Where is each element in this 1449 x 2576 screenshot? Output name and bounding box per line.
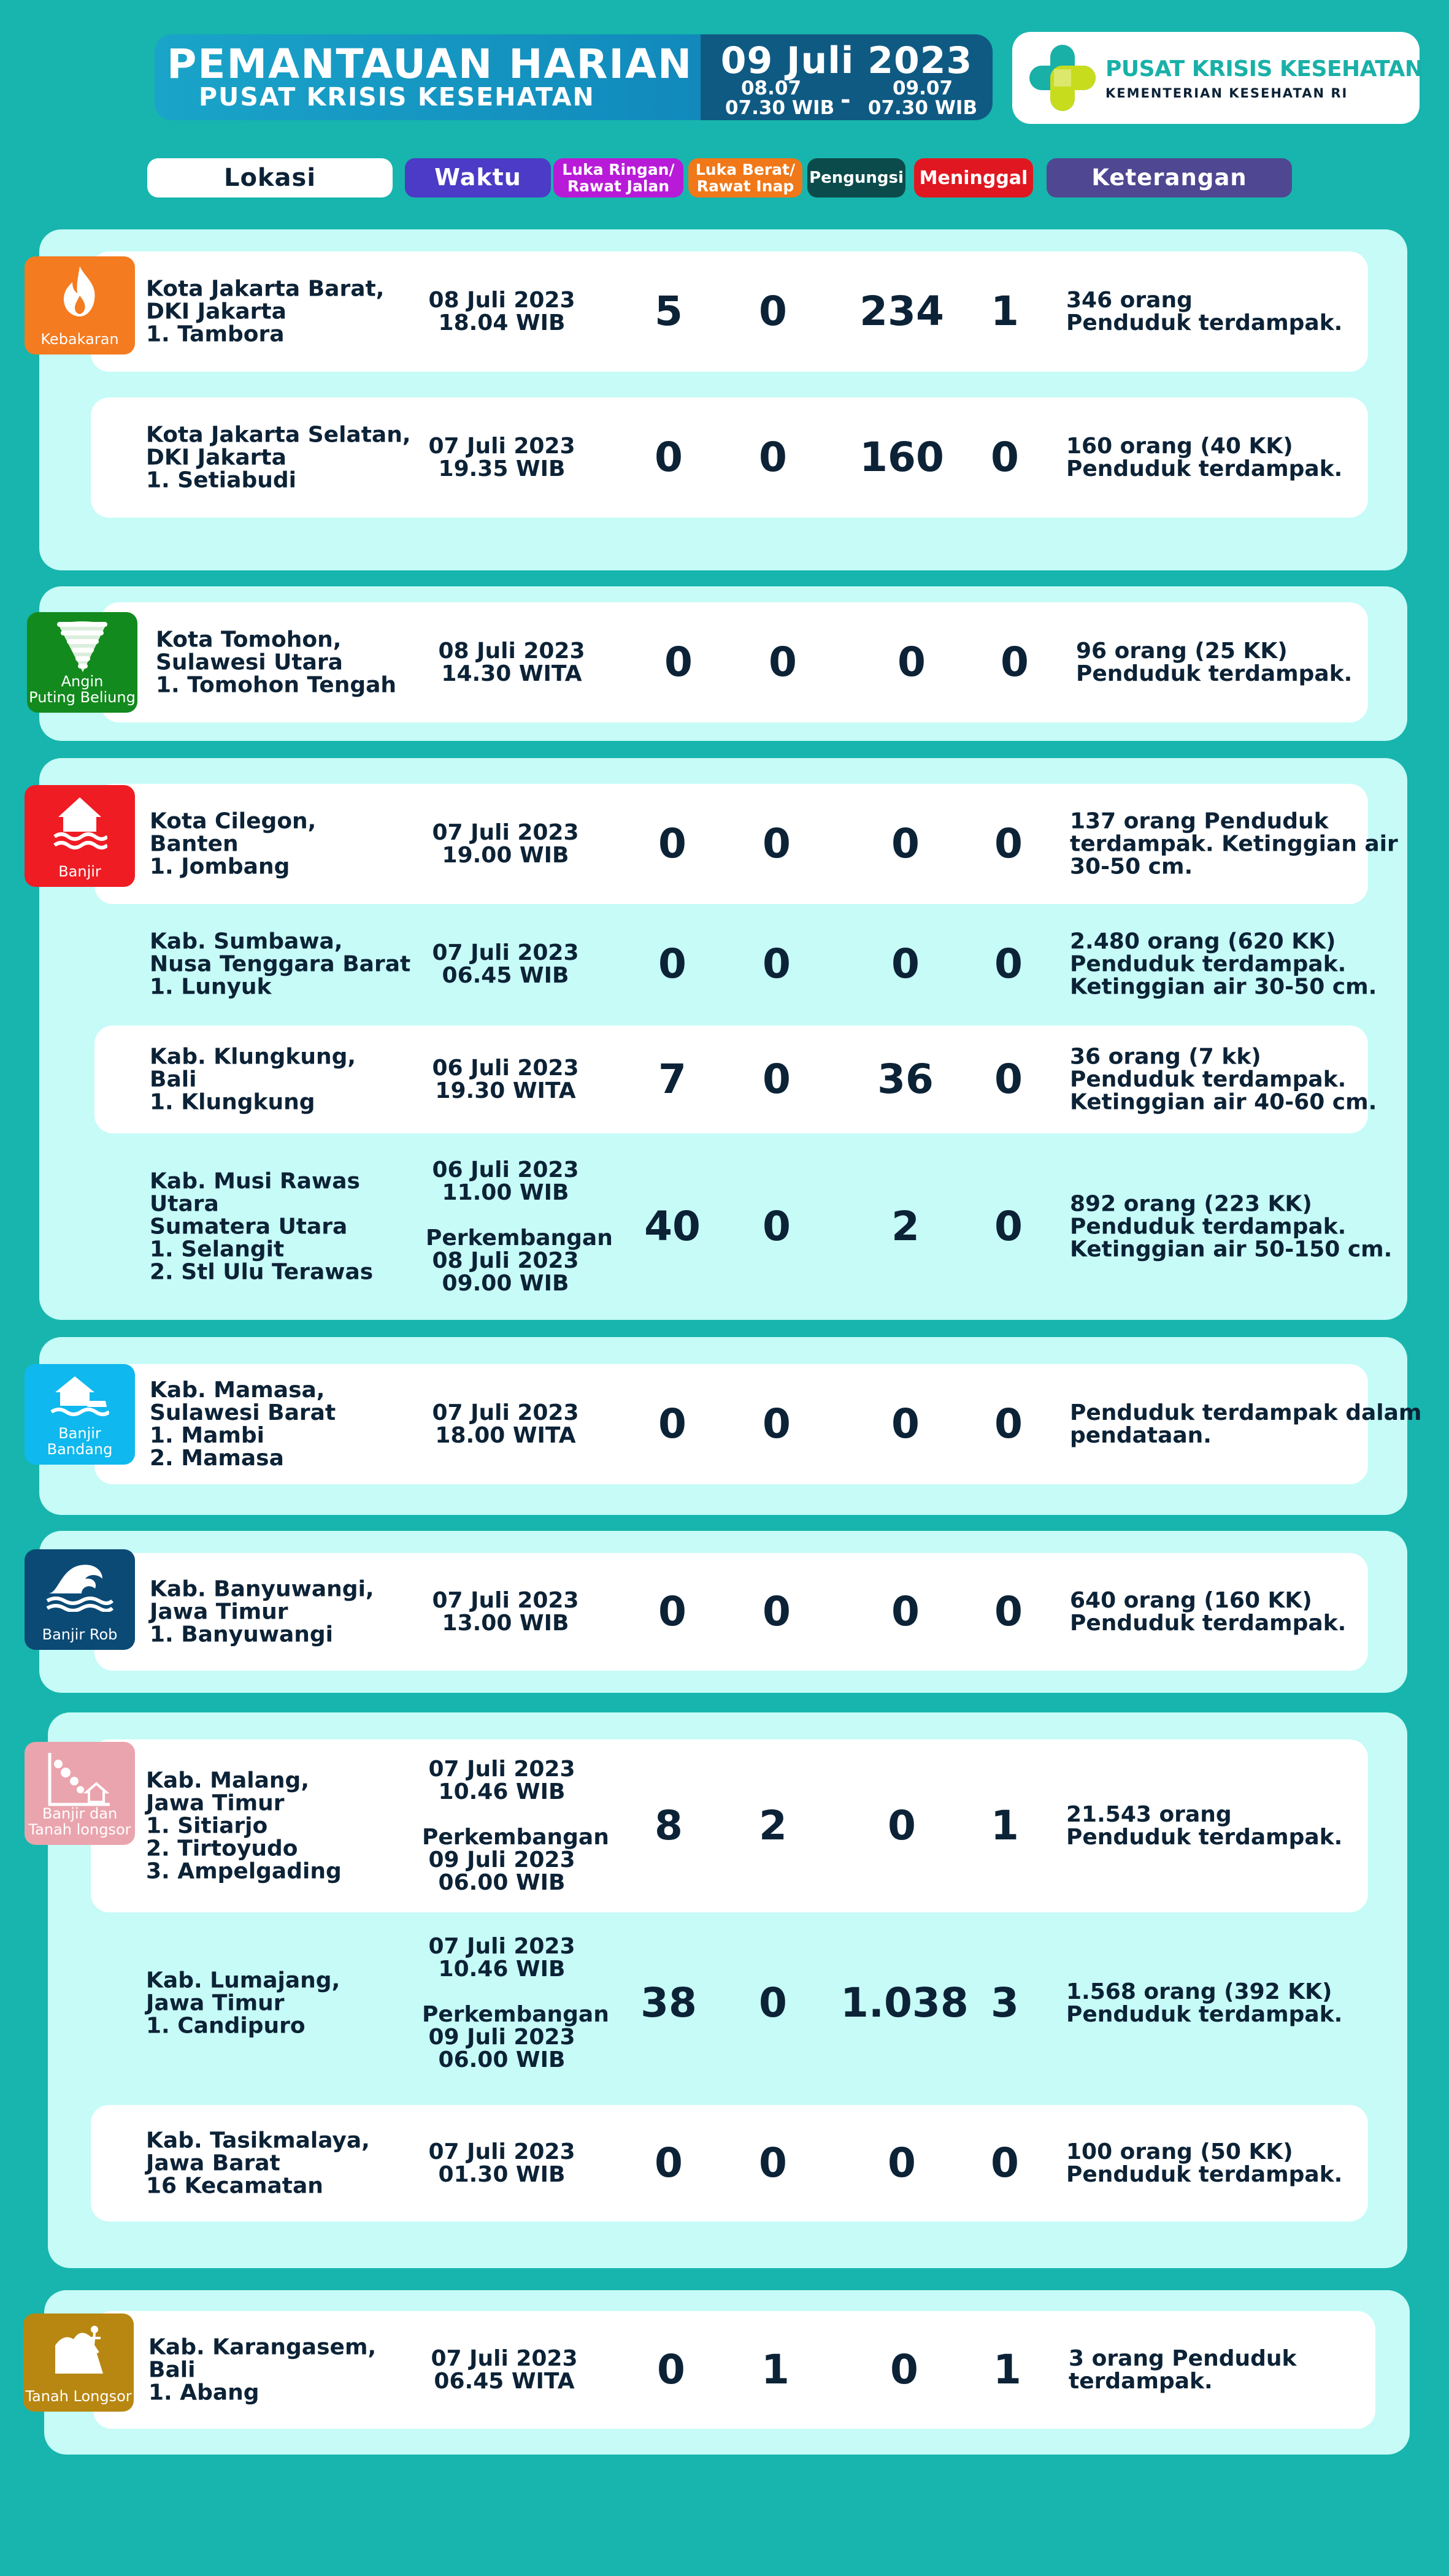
row-pengungsi: 36 [877, 1056, 934, 1103]
row-lokasi: Kab. Musi Rawas Utara Sumatera Utara 1. Selangit 2. Stl Ulu Terawas [150, 1168, 374, 1285]
row-luka-ringan: 0 [658, 940, 686, 987]
table-row [94, 1025, 1377, 1133]
row-lokasi: Kab. Banyuwangi, Jawa Timur 1. Banyuwangi [150, 1576, 374, 1647]
row-lokasi: Kota Jakarta Barat, DKI Jakarta 1. Tambora [146, 276, 385, 347]
row-keterangan: 346 orang Penduduk terdampak. [1066, 288, 1343, 335]
row-lokasi: Kota Tomohon, Sulawesi Utara 1. Tomohon Tengah [156, 627, 397, 698]
row-waktu: 07 Juli 2023 10.46 WIB Perkembangan 09 Juli 2023 06.00 WIB [422, 1757, 609, 1895]
row-luka-ringan: 0 [655, 434, 683, 481]
group-banjir-bandang [39, 1337, 1422, 1515]
row-luka-berat: 0 [763, 1588, 791, 1635]
row-keterangan: 21.543 orang Penduduk terdampak. [1066, 1802, 1343, 1850]
table-row [94, 1553, 1368, 1671]
row-meninggal: 0 [1001, 638, 1029, 686]
logo [1012, 32, 1423, 124]
row-meninggal: 0 [994, 1400, 1023, 1447]
row-waktu: 07 Juli 2023 06.45 WITA [431, 2346, 578, 2394]
row-waktu: 08 Juli 2023 14.30 WITA [438, 638, 585, 686]
row-waktu: 06 Juli 2023 11.00 WIB Perkembangan 08 Juli 2023 09.00 WIB [426, 1157, 613, 1296]
row-luka-ringan: 5 [655, 288, 683, 335]
column-lokasi: Lokasi [147, 158, 393, 197]
logo-subtitle: KEMENTERIAN KESEHATAN RI [1105, 86, 1348, 101]
row-keterangan: 892 orang (223 KK) Penduduk terdampak. Ketinggian air 50-150 cm. [1070, 1191, 1393, 1262]
row-pengungsi: 0 [891, 1588, 920, 1635]
table-row [101, 602, 1368, 723]
row-luka-ringan: 8 [655, 1802, 683, 1849]
badge-banjir [25, 785, 135, 887]
row-luka-ringan: 0 [655, 2139, 683, 2187]
logo-title: PUSAT KRISIS KESEHATAN [1105, 56, 1423, 82]
row-waktu: 07 Juli 2023 19.00 WIB [432, 820, 579, 868]
group-banjir-rob [39, 1531, 1407, 1693]
row-luka-ringan: 7 [658, 1056, 686, 1103]
row-pengungsi: 0 [897, 638, 926, 686]
row-keterangan: 640 orang (160 KK) Penduduk terdampak. [1070, 1588, 1347, 1636]
column-luka-ringan: Luka Ringan/ Rawat Jalan [553, 158, 683, 197]
row-keterangan: Penduduk terdampak dalam pendataan. [1070, 1400, 1422, 1448]
badge-label: Banjir [58, 863, 101, 880]
group-banjir-tanah-longsor [28, 1712, 1407, 2268]
row-meninggal: 0 [994, 1588, 1023, 1635]
row-pengungsi: 0 [891, 820, 920, 867]
report-date: 09 Juli 2023 [720, 39, 973, 82]
badge-label: Banjir Bandang [47, 1425, 113, 1458]
row-pengungsi: 0 [888, 1802, 916, 1849]
badge-label: Banjir Rob [42, 1626, 118, 1643]
row-luka-ringan: 0 [658, 1400, 686, 1447]
column-meninggal: Meninggal [914, 158, 1033, 197]
table-row [94, 1364, 1422, 1484]
row-meninggal: 0 [994, 1203, 1023, 1250]
row-luka-berat: 0 [759, 2139, 787, 2187]
header-date-block [701, 34, 993, 120]
row-luka-berat: 1 [761, 2346, 790, 2393]
group-angin-puting-beliung [29, 586, 1407, 741]
row-lokasi: Kab. Malang, Jawa Timur 1. Sitiarjo 2. Tirtoyudo 3. Ampelgading [146, 1768, 342, 1884]
row-lokasi: Kab. Lumajang, Jawa Timur 1. Candipuro [146, 1968, 340, 2039]
row-lokasi: Kota Cilegon, Banten 1. Jombang [150, 808, 317, 880]
row-pengungsi: 0 [891, 940, 920, 987]
table-row [91, 251, 1368, 372]
table-row [94, 1135, 1393, 1319]
badge-banjir-bandang [25, 1364, 135, 1465]
row-luka-berat: 0 [759, 434, 787, 481]
table-row [94, 784, 1398, 904]
group-kebakaran [39, 229, 1407, 570]
table-row [91, 1915, 1368, 2091]
row-keterangan: 1.568 orang (392 KK) Penduduk terdampak. [1066, 1979, 1343, 2027]
badge-label: Banjir dan Tanah longsor [28, 1805, 131, 1838]
badge-banjir-rob [25, 1549, 135, 1650]
column-pengungsi: Pengungsi [807, 158, 905, 197]
table-row [91, 2105, 1368, 2221]
row-meninggal: 0 [994, 820, 1023, 867]
row-meninggal: 0 [991, 434, 1019, 481]
row-keterangan: 137 orang Penduduk terdampak. Ketinggian air 30-50 cm. [1070, 808, 1398, 880]
row-pengungsi: 0 [891, 1400, 920, 1447]
row-keterangan: 2.480 orang (620 KK) Penduduk terdampak. Ketinggian air 30-50 cm. [1070, 929, 1377, 1000]
range-end: 09.07 07.30 WIB [867, 77, 978, 119]
row-keterangan: 100 orang (50 KK) Penduduk terdampak. [1066, 2139, 1343, 2187]
row-meninggal: 0 [994, 1056, 1023, 1103]
row-luka-berat: 0 [759, 288, 787, 335]
table-row [91, 397, 1368, 518]
table-row [93, 2311, 1375, 2429]
group-banjir [39, 758, 1407, 1320]
row-luka-ringan: 0 [658, 1588, 686, 1635]
row-waktu: 07 Juli 2023 18.00 WITA [432, 1400, 579, 1448]
flash-flood-icon [50, 1371, 109, 1420]
range-separator: - [840, 86, 851, 114]
row-waktu: 08 Juli 2023 18.04 WIB [428, 288, 575, 335]
row-luka-berat: 0 [769, 638, 797, 686]
row-waktu: 07 Juli 2023 10.46 WIB Perkembangan 09 Juli 2023 06.00 WIB [422, 1934, 609, 2072]
row-keterangan: 160 orang (40 KK) Penduduk terdampak. [1066, 434, 1343, 481]
column-luka-berat: Luka Berat/ Rawat Inap [688, 158, 802, 197]
row-luka-berat: 0 [759, 1979, 787, 2026]
row-luka-ringan: 38 [640, 1979, 697, 2026]
landslide-icon [49, 2321, 108, 2377]
wave-icon [46, 1557, 113, 1612]
fire-icon [55, 264, 104, 319]
row-pengungsi: 1.038 [840, 1979, 969, 2026]
row-keterangan: 96 orang (25 KK) Penduduk terdampak. [1076, 638, 1353, 686]
row-keterangan: 3 orang Penduduk terdampak. [1069, 2346, 1297, 2394]
row-waktu: 07 Juli 2023 06.45 WIB [432, 940, 579, 988]
row-luka-berat: 0 [763, 820, 791, 867]
row-luka-berat: 0 [763, 1203, 791, 1250]
row-luka-berat: 0 [763, 940, 791, 987]
row-luka-ringan: 0 [657, 2346, 685, 2393]
row-waktu: 07 Juli 2023 13.00 WIB [432, 1588, 579, 1636]
row-lokasi: Kab. Klungkung, Bali 1. Klungkung [150, 1044, 356, 1115]
header-subtitle: PUSAT KRISIS KESEHATAN [199, 82, 595, 112]
row-pengungsi: 0 [888, 2139, 916, 2187]
logo-cross-icon [1026, 41, 1099, 115]
badge-label: Kebakaran [40, 331, 119, 348]
row-pengungsi: 234 [859, 288, 944, 335]
flood-house-icon [52, 792, 107, 851]
row-pengungsi: 160 [859, 434, 944, 481]
row-pengungsi: 2 [891, 1203, 920, 1250]
row-keterangan: 36 orang (7 kk) Penduduk terdampak. Ketinggian air 40-60 cm. [1070, 1044, 1377, 1115]
header-title-block [155, 34, 701, 120]
row-luka-berat: 0 [763, 1056, 791, 1103]
row-meninggal: 3 [991, 1979, 1019, 2026]
column-waktu: Waktu [405, 158, 551, 197]
row-meninggal: 1 [991, 1802, 1019, 1849]
row-lokasi: Kab. Sumbawa, Nusa Tenggara Barat 1. Lunyuk [150, 929, 411, 1000]
tornado-icon [56, 619, 109, 675]
column-keterangan: Keterangan [1047, 158, 1292, 197]
row-meninggal: 1 [993, 2346, 1021, 2393]
row-meninggal: 0 [991, 2139, 1019, 2187]
row-waktu: 07 Juli 2023 01.30 WIB [428, 2139, 575, 2187]
badge-banjir-tanah-longsor [25, 1742, 135, 1845]
header-title: PEMANTAUAN HARIAN [167, 40, 693, 88]
badge-kebakaran [25, 256, 135, 355]
group-tanah-longsor [25, 2290, 1410, 2455]
row-lokasi: Kab. Karangasem, Bali 1. Abang [148, 2334, 377, 2405]
row-luka-berat: 2 [759, 1802, 787, 1849]
badge-label: Angin Puting Beliung [29, 673, 136, 706]
row-meninggal: 0 [994, 940, 1023, 987]
row-pengungsi: 0 [890, 2346, 918, 2393]
row-meninggal: 1 [991, 288, 1019, 335]
row-luka-ringan: 0 [664, 638, 693, 686]
badge-tanah-longsor [23, 2313, 134, 2412]
row-luka-berat: 0 [763, 1400, 791, 1447]
badge-label: Tanah Longsor [25, 2388, 132, 2405]
range-start: 08.07 07.30 WIB [725, 77, 835, 119]
landslide-flood-icon [46, 1749, 113, 1808]
badge-angin-puting-beliung [27, 612, 137, 713]
row-luka-ringan: 0 [658, 820, 686, 867]
row-lokasi: Kab. Mamasa, Sulawesi Barat 1. Mambi 2. Mamasa [150, 1378, 336, 1471]
row-waktu: 06 Juli 2023 19.30 WITA [432, 1056, 579, 1103]
row-waktu: 07 Juli 2023 19.35 WIB [428, 434, 575, 481]
row-luka-ringan: 40 [644, 1203, 701, 1250]
table-row [94, 904, 1377, 1024]
table-row [91, 1739, 1368, 1912]
row-lokasi: Kota Jakarta Selatan, DKI Jakarta 1. Setiabudi [146, 422, 411, 493]
row-lokasi: Kab. Tasikmalaya, Jawa Barat 16 Kecamatan [146, 2128, 370, 2199]
